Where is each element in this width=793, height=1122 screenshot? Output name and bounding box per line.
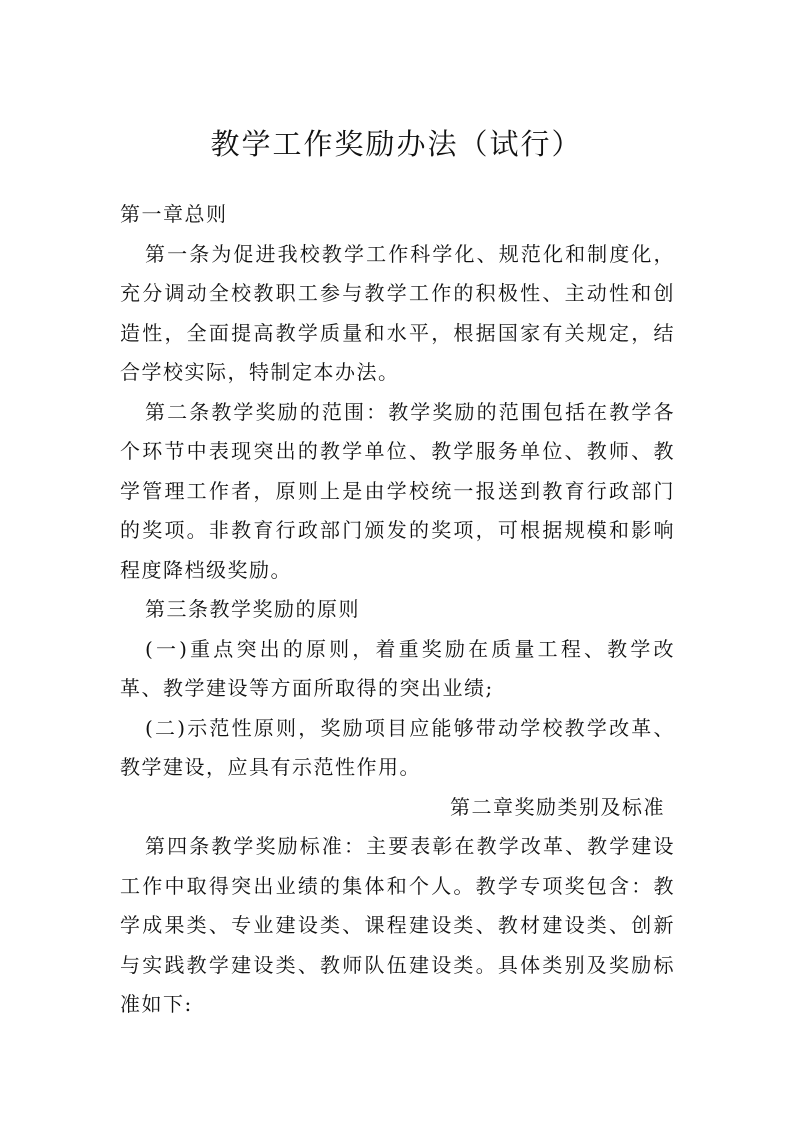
article-4: 第四条教学奖励标准：主要表彰在教学改革、教学建设工作中取得突出业绩的集体和个人。教学专项奖包含：教学成果类、专业建设类、课程建设类、教材建设类、创新与实践教学建设类、教师队伍建设类。具体类别及奖励标准如下: bbox=[120, 834, 675, 1016]
chapter-1-heading: 第一章总则 bbox=[120, 202, 228, 226]
principle-2: (二)示范性原则，奖励项目应能够带动学校教学改革、教学建设，应具有示范性作用。 bbox=[120, 715, 675, 779]
article-2: 第二条教学奖励的范围：教学奖励的范围包括在教学各个环节中表现突出的教学单位、教学服务单位、教师、教学管理工作者，原则上是由学校统一报送到教育行政部门的奖项。非教育行政部门颁发的奖项，可根据规模和影响程度降档级奖励。 bbox=[120, 399, 675, 582]
document-body bbox=[120, 195, 675, 1025]
article-1: 第一条为促进我校教学工作科学化、规范化和制度化，充分调动全校教职工参与教学工作的积极性、主动性和创造性，全面提高教学质量和水平，根据国家有关规定，结合学校实际，特制定本办法。 bbox=[120, 241, 675, 384]
article-3-heading: 第三条教学奖励的原则 bbox=[145, 597, 360, 621]
chapter-2-heading: 第二章奖励类别及标准 bbox=[450, 794, 665, 819]
document-title: 教学工作奖励办法（试行） bbox=[210, 127, 583, 161]
principle-1: (一)重点突出的原则，着重奖励在质量工程、教学改革、教学建设等方面所取得的突出业绩; bbox=[120, 636, 675, 700]
